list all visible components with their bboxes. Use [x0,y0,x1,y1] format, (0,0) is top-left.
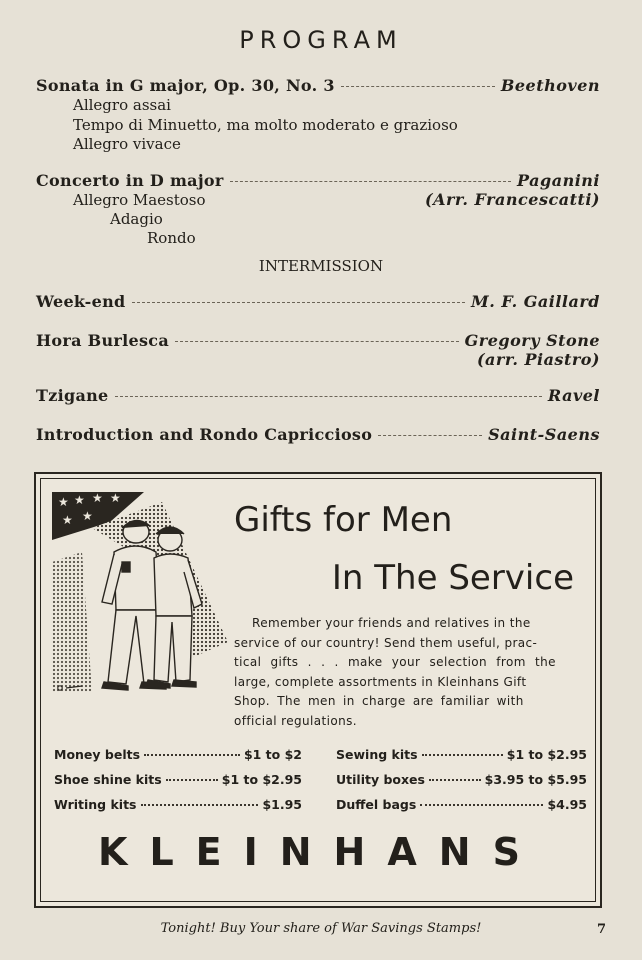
dotted-leader [429,779,481,781]
program-entry [36,292,600,314]
movement: Rondo [147,229,196,247]
dotted-leader [378,435,482,436]
dotted-leader [132,302,465,303]
work-title: Sonata in G major, Op. 30, No. 3 [36,76,335,95]
program-entry [36,386,600,408]
item-price: $1 to $2 [243,747,302,762]
item-price: $1 to $2.95 [221,772,302,787]
dotted-leader [420,804,543,806]
ad-body-line: large, complete assortments in Kleinhans Gift [234,674,527,689]
dotted-leader [341,86,495,87]
work-title: Tzigane [36,386,109,405]
composer-name: Ravel [547,386,600,405]
svg-text:★: ★ [82,509,93,523]
ad-body-line: service of our country! Send them useful, prac- [234,635,538,650]
price-item [336,772,587,787]
item-price: $1 to $2.95 [506,747,587,762]
item-price: $3.95 to $5.95 [484,772,587,787]
movement: Tempo di Minuetto, ma molto moderato e grazioso [73,116,458,134]
dotted-leader [230,181,511,182]
svg-text:★: ★ [92,492,103,505]
ad-body-line: official regulations. [234,713,357,728]
movement: Allegro assai [73,96,171,114]
item-name: Utility boxes [336,772,425,787]
work-title: Concerto in D major [36,171,224,190]
intermission-label: INTERMISSION [258,257,384,275]
footer-note: Tonight! Buy Your share of War Savings Stamps! [160,921,482,936]
dotted-leader [422,754,503,756]
movement: Adagio [110,210,163,228]
item-price: $4.95 [547,797,587,812]
work-title: Week-end [36,292,126,311]
ad-headline: Gifts for Men [234,500,453,540]
arranger-name: (arr. Piastro) [476,350,600,369]
item-name: Sewing kits [336,747,418,762]
work-title: Hora Burlesca [36,331,170,350]
dotted-leader [115,396,542,397]
composer-name: Gregory Stone [464,331,600,350]
item-price: $1.95 [262,797,302,812]
composer-name: Saint-Saens [488,425,600,444]
item-name: Shoe shine kits [54,772,162,787]
page-title: PROGRAM [239,26,403,54]
program-entry [36,425,600,447]
price-item [336,747,587,762]
ad-body-line: Remember your friends and relatives in the [252,616,531,630]
ad-headline: In The Service [331,558,574,598]
work-title: Introduction and Rondo Capriccioso [36,425,373,444]
price-item [336,797,587,812]
program-entry [36,76,600,98]
item-name: Writing kits [54,797,137,812]
dotted-leader [144,754,240,756]
movement: Allegro vivace [73,135,181,153]
movement: Allegro Maestoso [73,191,206,209]
composer-name: Beethoven [500,76,600,95]
price-item [54,747,302,762]
svg-text:★: ★ [110,492,121,505]
page-number: 7 [596,922,606,937]
svg-text:★: ★ [62,513,73,527]
advertisement [34,472,602,908]
ad-body-line: Shop. The men in charge are familiar with [234,694,524,708]
dotted-leader [175,341,459,342]
item-name: Money belts [54,747,141,762]
ad-body [234,614,578,731]
item-name: Duffel bags [336,797,417,812]
svg-text:★: ★ [58,495,69,509]
dotted-leader [141,804,259,806]
dotted-leader [166,779,218,781]
price-item [54,772,302,787]
arranger-name: (Arr. Francescatti) [425,190,600,209]
brand-logo: KLEINHANS [98,830,542,874]
soldiers-illustration [52,492,230,696]
price-item [54,797,302,812]
svg-text:★: ★ [74,493,85,507]
composer-name: Paganini [517,171,600,190]
composer-name: M. F. Gaillard [471,292,600,311]
ad-body-line: tical gifts . . . make your selection from the [234,655,556,669]
